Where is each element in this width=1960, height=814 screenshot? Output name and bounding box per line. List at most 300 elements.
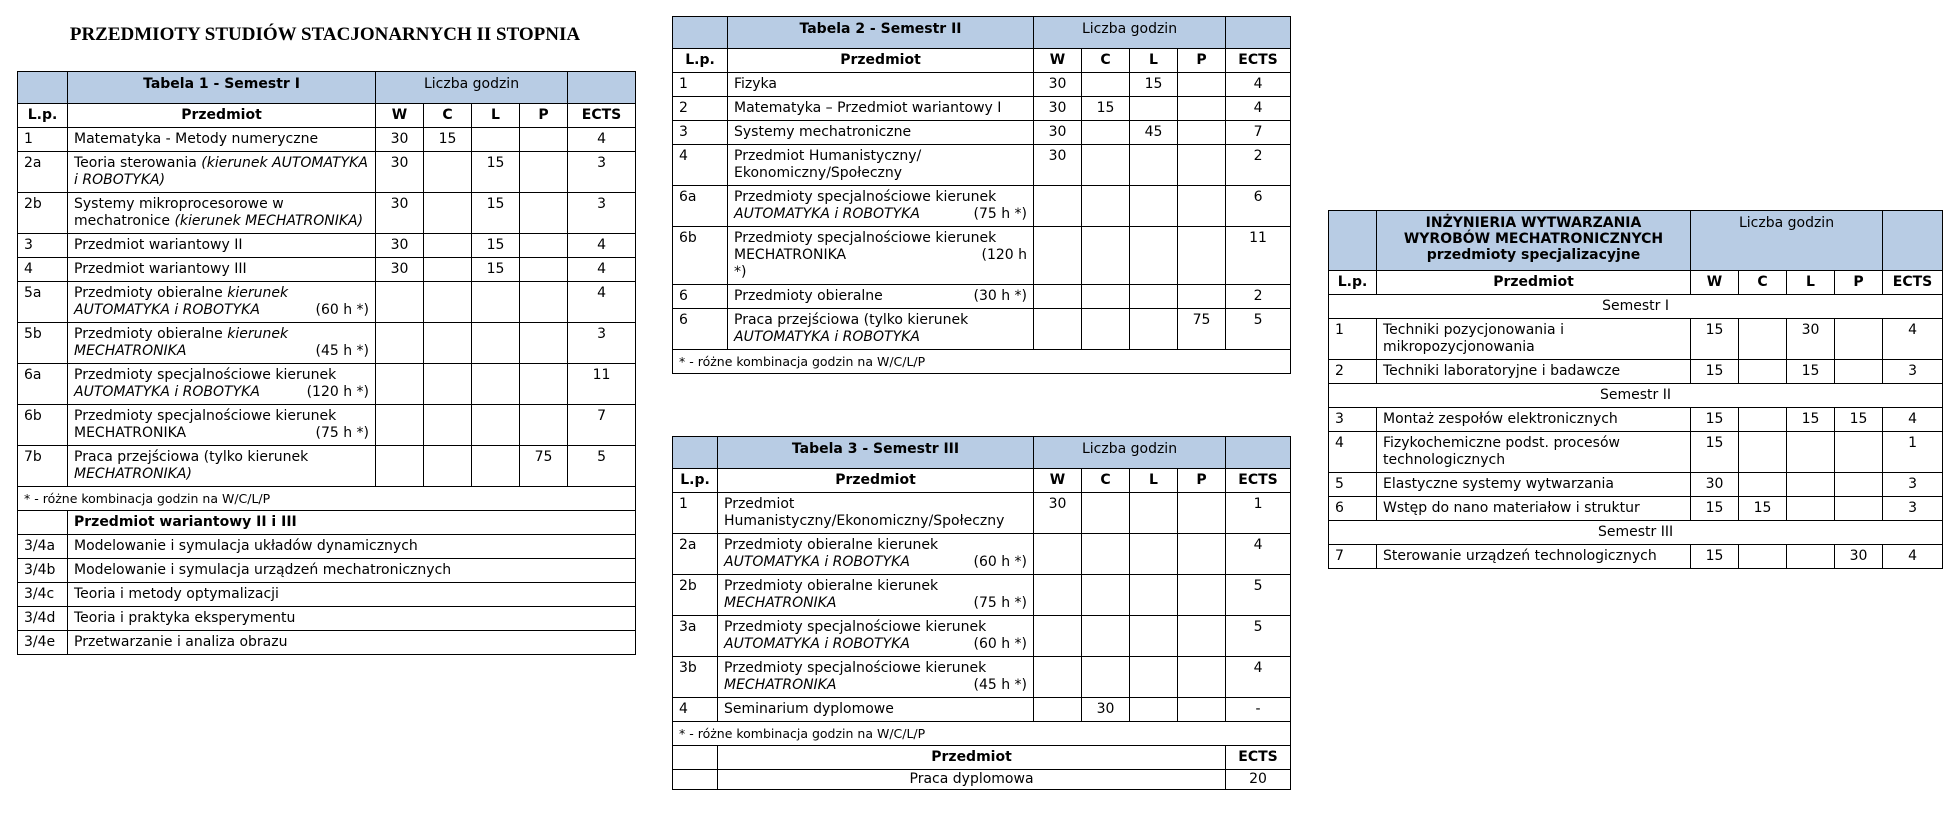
row-l: 15 [1787,360,1835,384]
row-c [1739,473,1787,497]
row-c [424,323,472,364]
row-w [376,364,424,405]
row-ects: 3 [568,152,636,193]
subject-text: Matematyka – Przedmiot wariantowy I [734,100,1002,116]
variant-row [18,559,636,583]
title-line-1: INŻYNIERIA WYTWARZANIA [1425,215,1642,231]
row-w [1034,186,1082,227]
row-w: 15 [1691,319,1739,360]
row-p: 75 [520,446,568,487]
table-specialization [1328,210,1943,569]
row-w [376,282,424,323]
row-lp: 6 [1329,497,1377,521]
row-lp: 2a [18,152,68,193]
row-ects: 7 [568,405,636,446]
row-l [1130,97,1178,121]
col-c: C [424,104,472,128]
subject-text: Praca przejściowa (tylko kierunek [74,449,309,465]
row-subject [728,145,1034,186]
row-lp: 1 [1329,319,1377,360]
subject-line-2-text: MECHATRONIKA [734,247,847,263]
hours-note: (30 h *) [973,288,1027,304]
row-l [1130,698,1178,722]
row-l: 45 [1130,121,1178,145]
subject-text-italic: kierunek [227,326,289,342]
table-row [1329,319,1943,360]
variant-lp: 3/4d [18,607,68,631]
hours-header: Liczba godzin [1691,211,1883,271]
row-ects: 4 [568,282,636,323]
subject-text: Techniki laboratoryjne i badawcze [1383,363,1621,379]
row-l [1130,534,1178,575]
subject-line-2 [74,302,369,319]
col-p: P [1835,271,1883,295]
header-blank [1883,211,1943,271]
col-ects: ECTS [568,104,636,128]
row-subject [1377,408,1691,432]
blank-cell [673,746,718,770]
subject-line-1 [734,312,1027,329]
subject-line-2-text: AUTOMATYKA i ROBOTYKA [734,329,920,345]
row-lp: 5a [18,282,68,323]
row-l: 15 [472,193,520,234]
subject-line-1 [734,189,1027,206]
row-ects: 3 [1883,497,1943,521]
row-lp: 5b [18,323,68,364]
row-l [472,128,520,152]
row-l [1130,145,1178,186]
row-ects: 11 [1226,227,1291,285]
subject-text: Fizyka [734,76,777,92]
subject-text: Systemy mechatroniczne [734,124,912,140]
subject-line-1 [74,261,369,278]
row-w: 30 [376,193,424,234]
row-p [1835,360,1883,384]
variant-row [18,631,636,655]
subject-line-1 [724,537,1027,554]
subject-line-1 [74,131,369,148]
row-l [1130,309,1178,350]
row-lp: 3a [673,616,718,657]
row-lp: 2 [673,97,728,121]
column-header-row [673,469,1291,493]
row-w [376,323,424,364]
row-ects: 3 [568,323,636,364]
column-header-row [673,49,1291,73]
row-p [520,282,568,323]
subject-line-1 [724,496,1027,513]
hours-note: (60 h *) [315,302,369,318]
row-subject [718,534,1034,575]
hours-note: (75 h *) [315,425,369,441]
subject-text: Przedmiot wariantowy II [74,237,243,253]
table-row [18,193,636,234]
row-subject [68,234,376,258]
row-c [1082,493,1130,534]
table-row [673,534,1291,575]
hours-header: Liczba godzin [1034,17,1226,49]
subject-line-2-text: MECHATRONIKA) [74,466,192,482]
row-p [1835,319,1883,360]
subject-line-2 [724,636,1027,653]
row-subject [728,73,1034,97]
col-w: W [1034,49,1082,73]
subject-line-1 [724,660,1027,677]
row-ects: - [1226,698,1291,722]
row-lp: 6 [673,309,728,350]
subject-line-1 [74,367,369,384]
row-lp: 3b [673,657,718,698]
semester-2-label: Semestr II [1329,384,1943,408]
table-row [673,227,1291,285]
row-ects: 1 [1883,432,1943,473]
row-lp: 6b [18,405,68,446]
table-row [673,309,1291,350]
row-w [1034,309,1082,350]
header-blank [18,72,68,104]
col-w: W [376,104,424,128]
row-subject [1377,319,1691,360]
variant-title: Przedmiot wariantowy II i III [68,511,636,535]
table-row [1329,473,1943,497]
footnote: * - różne kombinacja godzin na W/C/L/P [18,487,636,511]
row-c [424,193,472,234]
row-ects: 4 [1226,97,1291,121]
row-ects: 4 [1883,408,1943,432]
subject-text: Przedmioty obieralne kierunek [724,578,939,594]
col-l: L [1130,49,1178,73]
row-subject [68,364,376,405]
row-p [1178,575,1226,616]
title-line-2: WYROBÓW MECHATRONICZNYCH [1403,231,1664,247]
subject-line-2 [724,595,1027,612]
row-l [1787,545,1835,569]
row-c [1739,360,1787,384]
row-c [1082,145,1130,186]
thesis-ects-header: ECTS [1226,746,1291,770]
row-c [1082,309,1130,350]
table-semester-2 [672,16,1291,374]
row-c [1739,319,1787,360]
variant-lp: 3/4e [18,631,68,655]
table-row [18,364,636,405]
subject-text: Przedmioty specjalnościowe kierunek [74,408,337,424]
subject-text: Systemy mikroprocesorowe w mechatronice [74,196,284,229]
row-l [1787,432,1835,473]
subject-line-2 [724,677,1027,694]
header-blank [568,72,636,104]
subject-line-1 [1383,548,1684,565]
row-p [1178,227,1226,285]
row-p [1835,473,1883,497]
table-row [18,323,636,364]
row-lp: 1 [18,128,68,152]
row-w [376,405,424,446]
subject-line-1 [1383,435,1684,452]
row-subject [728,309,1034,350]
row-ects: 4 [568,234,636,258]
row-lp: 6a [18,364,68,405]
table-row [673,145,1291,186]
subject-line-1 [74,155,369,189]
subject-line-1 [1383,411,1684,428]
row-p [1178,657,1226,698]
variant-row [18,535,636,559]
row-p [520,128,568,152]
subject-text: Przedmiot Humanistyczny/ [734,148,922,164]
subject-text-italic: (kierunek AUTOMATYKA i ROBOTYKA) [74,155,368,188]
row-c [424,446,472,487]
subject-text: Montaż zespołów elektronicznych [1383,411,1618,427]
row-p [520,364,568,405]
col-c: C [1739,271,1787,295]
row-lp: 7 [1329,545,1377,569]
row-w: 30 [1691,473,1739,497]
row-l: 15 [472,234,520,258]
hours-note: (45 h *) [315,343,369,359]
subject-line-2 [734,329,1027,346]
row-w: 15 [1691,497,1739,521]
subject-line-2-text: AUTOMATYKA i ROBOTYKA [74,384,260,400]
variant-lp: 3/4a [18,535,68,559]
page-title: PRZEDMIOTY STUDIÓW STACJONARNYCH II STOPNIA [69,24,581,45]
row-subject [68,128,376,152]
subject-line-2 [74,343,369,360]
subject-text: Seminarium dyplomowe [724,701,894,717]
table-row [18,282,636,323]
row-p [520,193,568,234]
row-subject [728,186,1034,227]
row-w: 15 [1691,408,1739,432]
subject-text: Przedmiot [724,496,795,512]
row-c: 15 [1082,97,1130,121]
row-p [1178,534,1226,575]
row-w: 30 [1034,493,1082,534]
row-p [1178,73,1226,97]
subject-line-2 [74,425,369,442]
subject-line-1 [734,100,1027,117]
row-ects: 4 [568,258,636,282]
subject-text: Elastyczne systemy wytwarzania [1383,476,1614,492]
col-p: P [1178,469,1226,493]
table-row [673,575,1291,616]
col-l: L [1130,469,1178,493]
row-lp: 6b [673,227,728,285]
subject-text: Sterowanie urządzeń technologicznych [1383,548,1657,564]
row-p [1835,497,1883,521]
thesis-ects: 20 [1226,770,1291,790]
row-lp: 4 [1329,432,1377,473]
row-w [1034,534,1082,575]
table-row [673,616,1291,657]
row-lp: 4 [673,145,728,186]
row-lp: 2a [673,534,718,575]
header-blank [1226,17,1291,49]
hours-header: Liczba godzin [376,72,568,104]
column-header-row [18,104,636,128]
row-ects: 4 [1226,657,1291,698]
row-c [1082,285,1130,309]
subject-line-2 [1383,339,1684,356]
row-ects: 5 [568,446,636,487]
row-p [520,405,568,446]
row-w: 30 [1034,97,1082,121]
row-subject [1377,473,1691,497]
row-subject [728,121,1034,145]
subject-line-2-text: MECHATRONIKA [74,425,187,441]
subject-line-2-text: mikropozycjonowania [1383,339,1535,355]
row-subject [68,323,376,364]
col-p: P [520,104,568,128]
row-subject [718,657,1034,698]
variant-name: Teoria i metody optymalizacji [68,583,636,607]
hours-note: (60 h *) [973,554,1027,570]
col-l: L [1787,271,1835,295]
semester-3-label: Semestr III [1329,521,1943,545]
row-subject [718,493,1034,534]
row-subject [1377,360,1691,384]
row-subject [68,258,376,282]
col-lp: L.p. [673,49,728,73]
variant-row [18,607,636,631]
row-ects: 4 [1226,534,1291,575]
subject-text: Przedmioty obieralne [734,288,883,304]
subject-line-1 [724,619,1027,636]
subject-text: Przedmioty obieralne [74,326,228,342]
subject-text-italic: (kierunek MECHATRONIKA) [174,213,364,229]
row-ects: 4 [568,128,636,152]
subject-line-2 [734,206,1027,223]
subject-text: Przedmioty specjalnościowe kierunek [734,230,997,246]
row-subject [1377,497,1691,521]
row-p [1835,432,1883,473]
row-l [1130,227,1178,285]
col-ects: ECTS [1226,469,1291,493]
col-c: C [1082,49,1130,73]
subject-line-3: *) [734,264,747,280]
row-p [1178,698,1226,722]
row-lp: 7b [18,446,68,487]
row-subject [728,285,1034,309]
table-row [18,152,636,193]
row-ects: 1 [1226,493,1291,534]
row-ects: 2 [1226,285,1291,309]
subject-text: Przedmioty obieralne kierunek [724,537,939,553]
col-ects: ECTS [1226,49,1291,73]
subject-line-1 [1383,500,1684,517]
subject-line-1 [74,285,369,302]
row-p [1178,616,1226,657]
col-lp: L.p. [1329,271,1377,295]
table-row [18,446,636,487]
subject-text-italic: kierunek [227,285,289,301]
row-l [1787,497,1835,521]
subject-line-1 [734,230,1027,247]
row-lp: 1 [673,73,728,97]
table-row [673,186,1291,227]
row-subject [68,405,376,446]
subject-line-2-text: Ekonomiczny/Społeczny [734,165,903,181]
table-semester-3 [672,436,1291,790]
hours-note: (45 h *) [973,677,1027,693]
subject-line-2 [1383,452,1684,469]
row-l [472,446,520,487]
row-lp: 4 [673,698,718,722]
row-ects: 4 [1883,545,1943,569]
row-l: 15 [472,152,520,193]
row-ects: 5 [1226,309,1291,350]
row-l [1130,493,1178,534]
subject-text: Teoria sterowania [74,155,202,171]
row-c: 30 [1082,698,1130,722]
row-lp: 6a [673,186,728,227]
row-w: 30 [376,258,424,282]
row-p: 15 [1835,408,1883,432]
header-blank [673,17,728,49]
row-p [520,152,568,193]
subject-text: Przedmioty specjalnościowe kierunek [724,619,987,635]
row-p: 75 [1178,309,1226,350]
row-p [520,323,568,364]
blank-cell [673,770,718,790]
table-row [673,73,1291,97]
table-row [1329,545,1943,569]
subject-line-2-text: technologicznych [1383,452,1506,468]
subject-line-1 [1383,363,1684,380]
row-w [1034,227,1082,285]
subject-line-2-text: AUTOMATYKA i ROBOTYKA [74,302,260,318]
row-p [1178,145,1226,186]
row-w [1034,657,1082,698]
row-c [1082,186,1130,227]
row-w: 30 [376,128,424,152]
col-ects: ECTS [1883,271,1943,295]
col-p: P [1178,49,1226,73]
row-p [520,234,568,258]
row-subject [718,698,1034,722]
table-row [18,405,636,446]
subject-text: Przedmioty specjalnościowe kierunek [74,367,337,383]
subject-line-2 [734,165,1027,182]
row-ects: 3 [568,193,636,234]
subject-line-2 [724,513,1027,530]
table-title: Tabela 3 - Semestr III [718,437,1034,469]
subject-line-1 [734,76,1027,93]
row-ects: 4 [1883,319,1943,360]
col-w: W [1034,469,1082,493]
row-subject [728,227,1034,285]
row-lp: 3 [18,234,68,258]
subject-line-2 [74,384,369,401]
subject-line-2 [724,554,1027,571]
blank-cell [18,511,68,535]
row-w: 15 [1691,432,1739,473]
row-subject [718,616,1034,657]
row-c [424,364,472,405]
row-l [1130,616,1178,657]
subject-text: Matematyka - Metody numeryczne [74,131,319,147]
hours-note: (75 h *) [973,206,1027,222]
table-row [1329,408,1943,432]
subject-line-1 [734,288,1027,305]
row-w [1034,575,1082,616]
row-subject [68,446,376,487]
row-ects: 4 [1226,73,1291,97]
row-subject [718,575,1034,616]
hours-header: Liczba godzin [1034,437,1226,469]
table-row [18,258,636,282]
row-l: 15 [1130,73,1178,97]
